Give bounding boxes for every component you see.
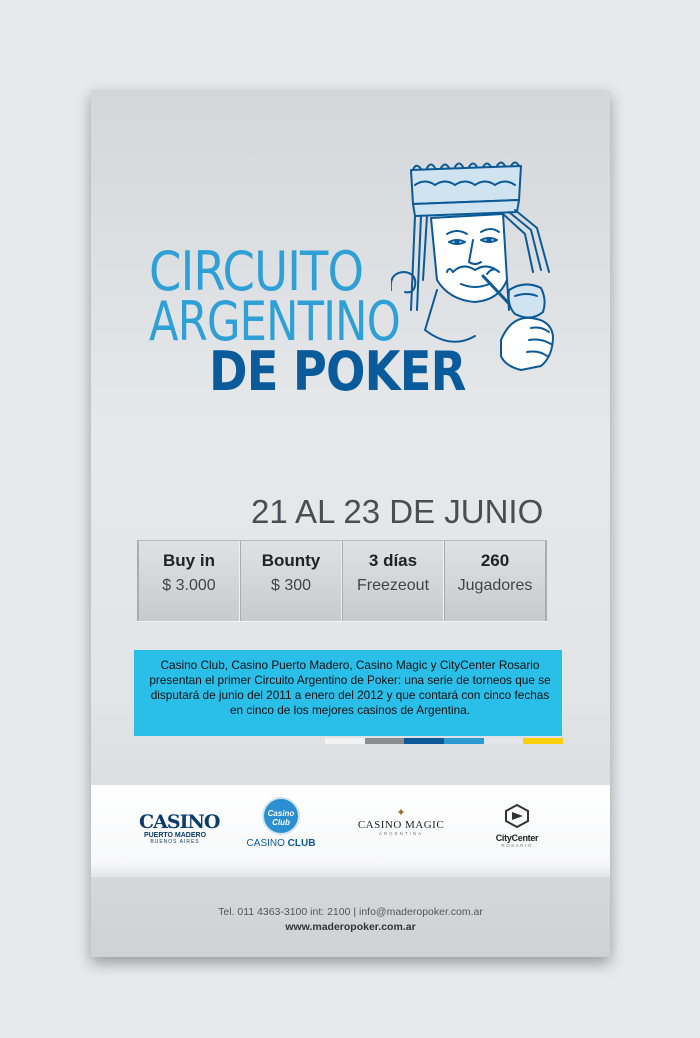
logo-sub-text: ARGENTINA	[378, 831, 424, 836]
logo-sub-text: ROSARIO	[501, 843, 533, 848]
footer-website: www.maderopoker.com.ar	[285, 921, 416, 933]
footer-contact: Tel. 011 4363-3100 int: 2100 | info@maderopoker.com.ar	[218, 906, 483, 918]
logo-main-text: CityCenter	[495, 833, 539, 843]
citycenter-icon	[504, 803, 530, 829]
stat-buy-in	[137, 541, 240, 621]
color-stripe	[325, 738, 563, 744]
logo-main-text: CASINO MAGIC	[357, 819, 445, 831]
footer	[91, 906, 610, 933]
stat-value: Jugadores	[457, 577, 533, 594]
logo-sub-text: PUERTO MADERO	[143, 832, 207, 839]
stat-label: Bounty	[261, 551, 321, 570]
star-icon: ✦	[396, 806, 406, 819]
title-line-3: DE POKER	[209, 340, 466, 403]
logo-word: CLUB	[287, 838, 316, 849]
color-swatch	[484, 738, 524, 744]
logo-main-text: CASINO	[139, 811, 220, 833]
stat-label: 260	[480, 551, 510, 570]
stat-value: $ 300	[270, 577, 312, 594]
color-swatch	[404, 738, 444, 744]
title-line-2: ARGENTINO	[149, 290, 400, 353]
stat-value: Freezeout	[356, 577, 430, 594]
logo-main-text	[241, 838, 321, 849]
casino-puerto-madero-logo	[139, 811, 220, 845]
stat-value: $ 3.000	[162, 577, 216, 594]
badge-text: Club	[272, 818, 290, 827]
stat-label: 3 días	[368, 551, 418, 570]
casino-club-logo	[241, 797, 321, 849]
stat-days	[342, 541, 444, 621]
citycenter-logo	[487, 803, 547, 848]
color-swatch	[325, 738, 365, 744]
color-swatch	[444, 738, 484, 744]
title-line-1: CIRCUITO	[149, 240, 364, 303]
stat-bounty	[240, 541, 342, 621]
stats-bar	[137, 540, 547, 622]
sponsor-logos-strip	[91, 785, 610, 877]
stat-label: Buy in	[163, 551, 215, 570]
casino-magic-logo	[349, 807, 453, 836]
description-box: Casino Club, Casino Puerto Madero, Casino Magic y CityCenter Rosario presentan el primer Circuito Argentino de Poker: una serie de torneos que se disputará de junio del 2011 a enero del 2012 y que contará con cinco fechas en cinco de los mejores casinos de Argentina.	[134, 650, 562, 736]
logo-word: CASINO	[246, 838, 285, 849]
color-swatch	[365, 738, 405, 744]
poster	[91, 90, 610, 957]
badge-text: Casino	[267, 809, 295, 818]
stat-players	[444, 541, 547, 621]
casino-club-badge	[262, 797, 300, 835]
color-swatch	[523, 738, 563, 744]
logo-sub-text: BUENOS AIRES	[150, 839, 200, 845]
event-date: 21 AL 23 DE JUNIO	[251, 493, 544, 530]
